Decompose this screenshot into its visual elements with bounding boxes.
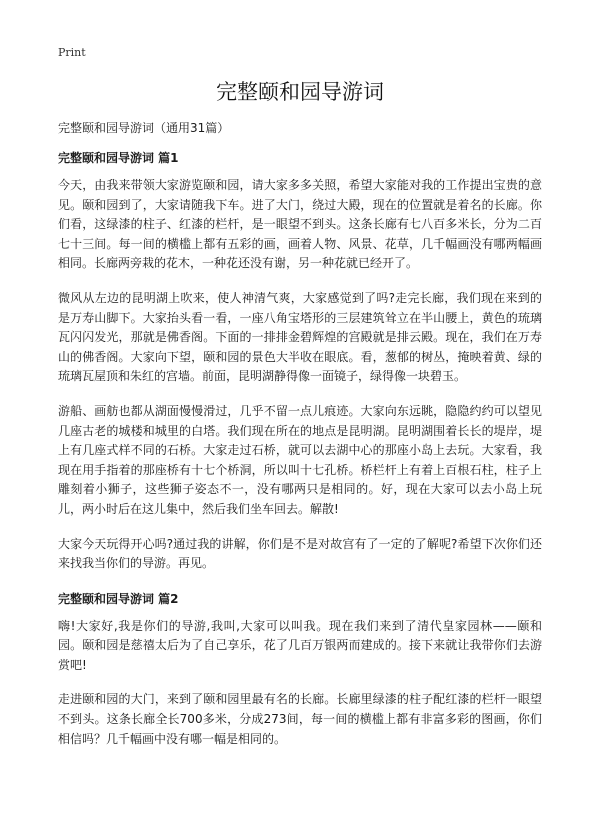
print-label: Print xyxy=(58,46,86,59)
document-subtitle: 完整颐和园导游词（通用31篇） xyxy=(58,121,230,135)
paragraph: 今天，由我来带领大家游览颐和园，请大家多多关照，希望大家能对我的工作提出宝贵的意见。颐和园到了，大家请随我下车。进了大门，绕过大殿，现在的位置就是着名的长廊。你们看，这绿漆的柱子、红漆的栏杆，是一眼望不到头。这条长廊有七八百多米长，分为二百七十三间。每一间的横槛上都有五彩的画，画着人物、风景、花草，几千幅画没有哪两幅画相同。长廊两旁栽的花木，一种花还没有谢，另一种花就已经开了。 xyxy=(58,178,542,271)
paragraph: 大家今天玩得开心吗?通过我的讲解，你们是不是对故宫有了一定的了解呢?希望下次你们还来找我当你们的导游。再见。 xyxy=(58,536,542,571)
section-heading: 完整颐和园导游词 篇1 xyxy=(58,151,179,165)
paragraph: 微风从左边的昆明湖上吹来，使人神清气爽，大家感觉到了吗?走完长廊，我们现在来到的是万寿山脚下。大家抬头看一看，一座八角宝塔形的三层建筑耸立在半山腰上，黄色的琉璃瓦闪闪发光，那就是佛香阁。下面的一排排金碧辉煌的宫殿就是排云殿。现在，我们在万寿山的佛香阁。大家向下望，颐和园的景色大半收在眼底。看，葱郁的树丛，掩映着黄、绿的琉璃瓦屋顶和朱红的宫墙。前面，昆明湖静得像一面镜子，绿得像一块碧玉。 xyxy=(58,290,542,384)
section-2 xyxy=(58,589,542,750)
paragraph: 嗨!大家好,我是你们的导游,我叫,大家可以叫我。现在我们来到了清代皇家园林——颐和园。颐和园是慈禧太后为了自己享乐，花了几百万银两而建成的。接下来就让我带你们去游赏吧! xyxy=(58,618,542,672)
section-heading: 完整颐和园导游词 篇2 xyxy=(58,591,179,606)
page-title: 完整颐和园导游词 xyxy=(216,80,384,104)
paragraph: 走进颐和园的大门，来到了颐和园里最有名的长廊。长廊里绿漆的柱子配红漆的栏杆一眼望不到头。这条长廊全长700多米，分成273间，每一间的横槛上都有非富多彩的图画，你们相信吗？几千幅画中没有哪一幅是相同的。 xyxy=(58,692,542,746)
section-1 xyxy=(58,148,542,574)
document-body xyxy=(58,118,542,764)
paragraph: 游船、画舫也都从湖面慢慢滑过，几乎不留一点儿痕迹。大家向东远眺，隐隐约约可以望见几座古老的城楼和城里的白塔。我们现在所在的地点是昆明湖。昆明湖围着长长的堤岸，堤上有几座式样不同的石桥。大家走过石桥，就可以去湖中心的那座小岛上去玩。大家看，我现在用手指着的那座桥有十七个桥洞，所以叫十七孔桥。桥栏杆上有着上百根石柱，柱子上雕刻着小狮子，这些狮子姿态不一，没有哪两只是相同的。好，现在大家可以去小岛上玩儿，两小时后在这儿集中，然后我们坐车回去。解散! xyxy=(58,403,542,516)
